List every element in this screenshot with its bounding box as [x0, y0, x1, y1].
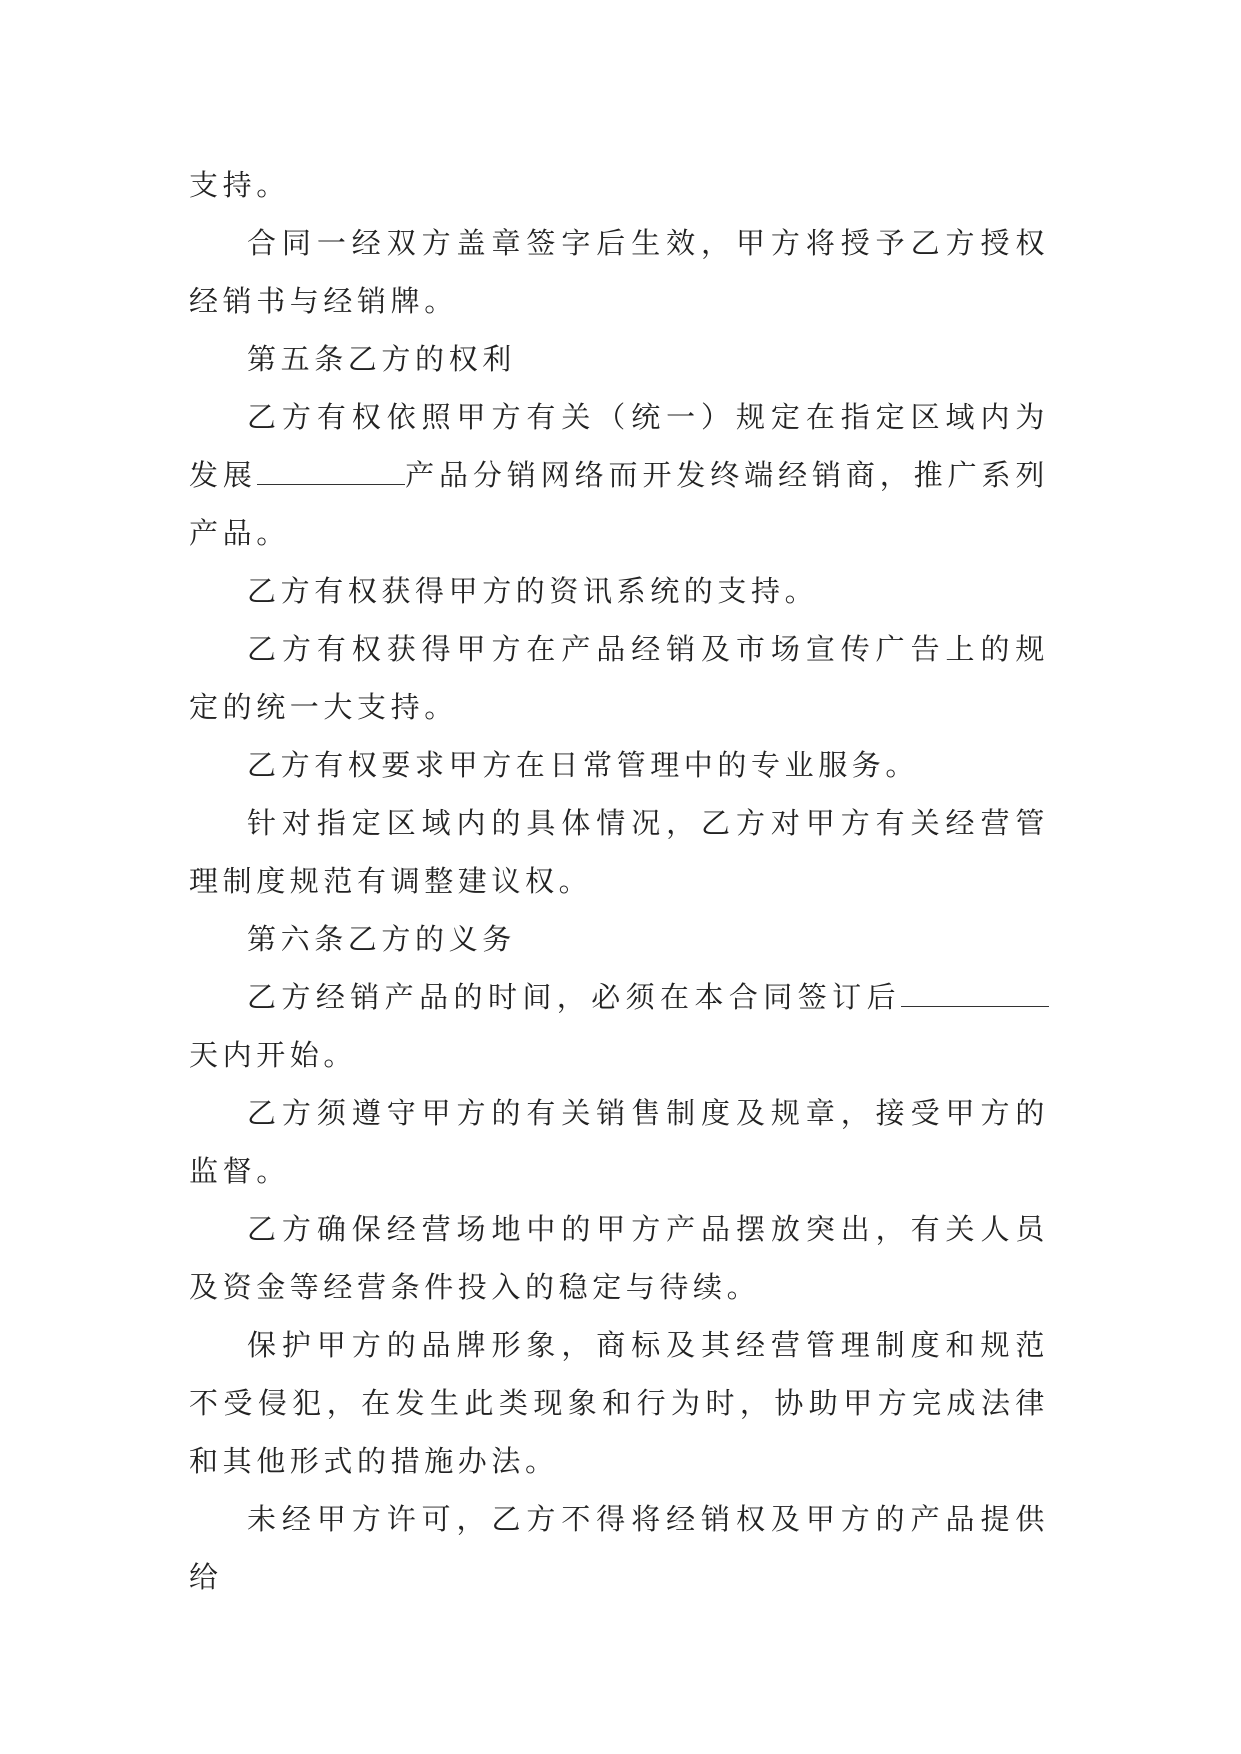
- paragraph-text: 产品分销网络而开发终端经销商，推广系列产品。: [189, 458, 1049, 550]
- paragraph: 合同一经双方盖章签字后生效，甲方将授予乙方授权经销书与经销牌。: [189, 226, 1049, 318]
- paragraph-with-blank: [189, 388, 1049, 562]
- paragraph: 乙方有权获得甲方在产品经销及市场宣传广告上的规定的统一大支持。: [189, 632, 1049, 724]
- paragraph: 乙方须遵守甲方的有关销售制度及规章，接受甲方的监督。: [189, 1096, 1049, 1188]
- paragraph: 乙方确保经营场地中的甲方产品摆放突出，有关人员及资金等经营条件投入的稳定与待续。: [189, 1212, 1049, 1304]
- paragraph-with-blank: [189, 968, 1049, 1084]
- paragraph: 支持。: [189, 168, 290, 202]
- paragraph: 针对指定区域内的具体情况，乙方对甲方有关经营管理制度规范有调整建议权。: [189, 806, 1049, 898]
- paragraph-text: 乙方有权依照甲方有关（统一）规定在指定区域内为发展: [189, 400, 1049, 492]
- paragraph: 保护甲方的品牌形象，商标及其经营管理制度和规范不受侵犯，在发生此类现象和行为时，协助甲方完成法律和其他形式的措施办法。: [189, 1328, 1049, 1478]
- paragraph-text: 天内开始。: [189, 1038, 358, 1072]
- paragraph-text: 乙方经销产品的时间，必须在本合同签订后: [247, 980, 901, 1014]
- paragraph: 未经甲方许可，乙方不得将经销权及甲方的产品提供给: [189, 1502, 1049, 1594]
- fill-in-blank: [901, 982, 1049, 1007]
- paragraph: 乙方有权要求甲方在日常管理中的专业服务。: [247, 748, 920, 782]
- paragraph: 乙方有权获得甲方的资讯系统的支持。: [247, 574, 819, 608]
- fill-in-blank: [257, 460, 405, 485]
- section-heading-article-6: 第六条乙方的义务: [247, 922, 516, 956]
- section-heading-article-5: 第五条乙方的权利: [247, 342, 516, 376]
- document-body: [189, 156, 1049, 1606]
